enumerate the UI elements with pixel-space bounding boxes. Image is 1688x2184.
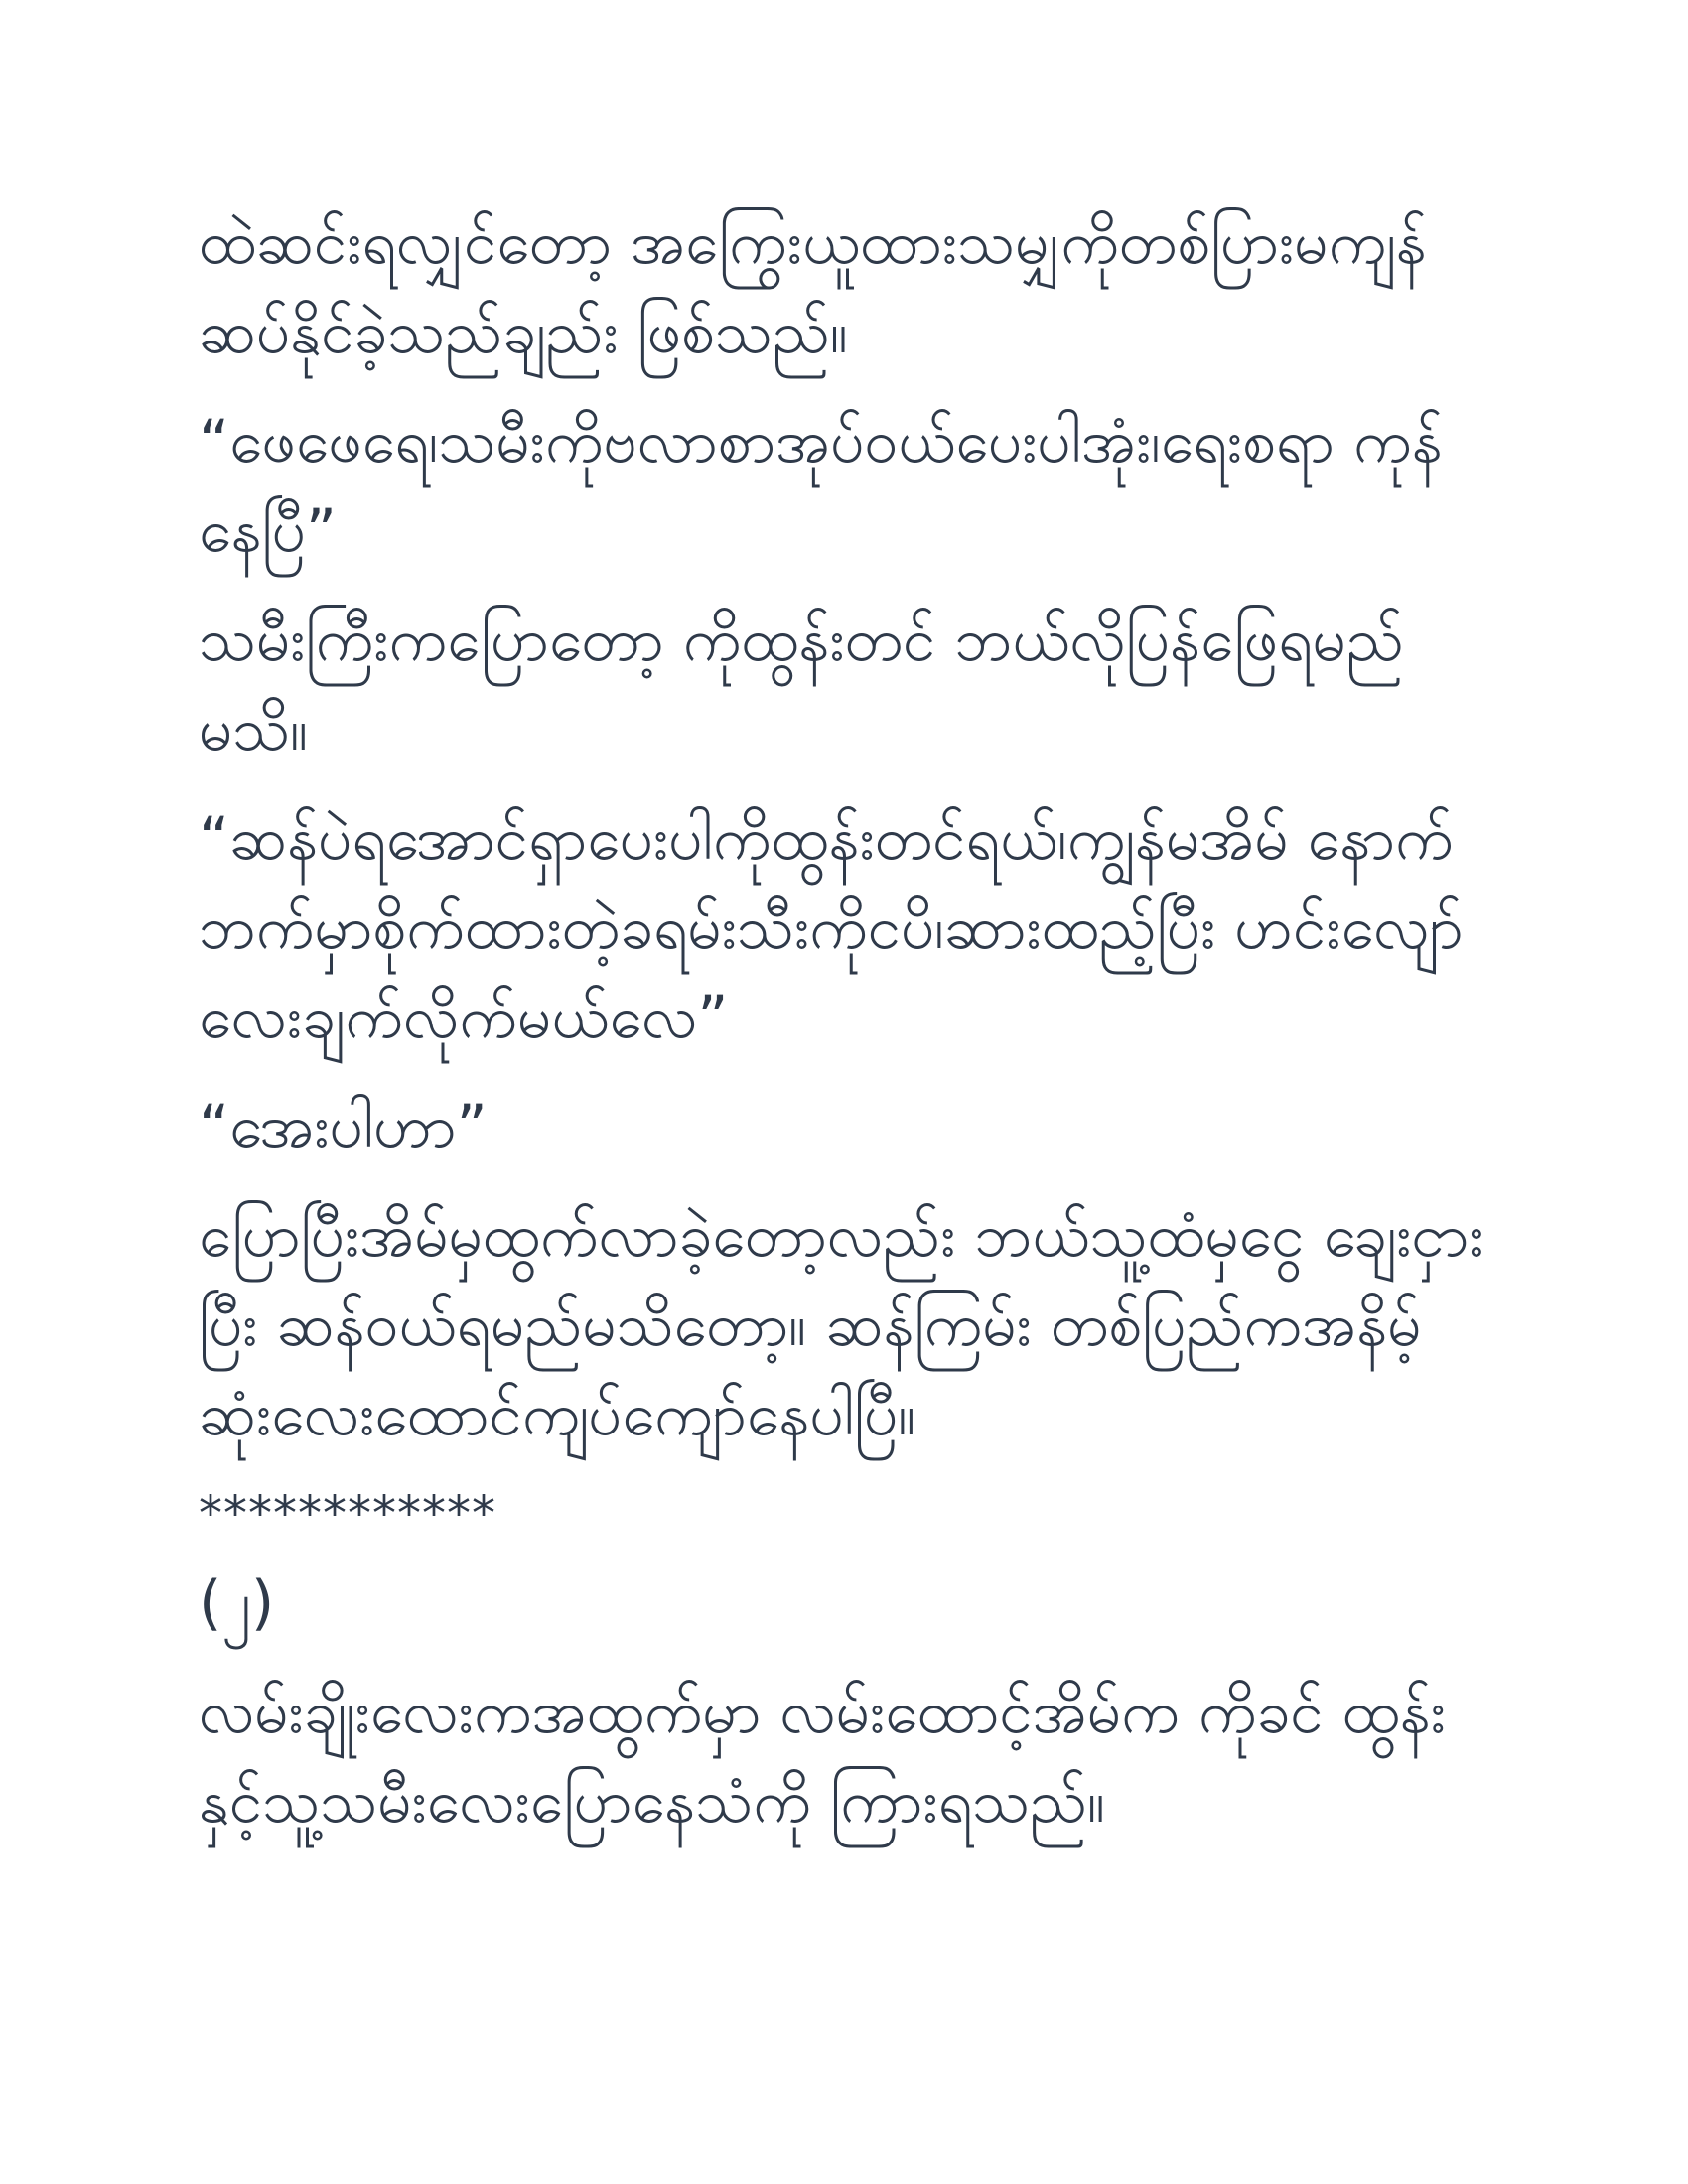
paragraph: လမ်းချိုးလေးကအထွက်မှာ လမ်းထောင့်အိမ်က ကိုခင် ထွန်းနှင့်သူ့သမီးလေးပြောနေသံကို ကြားရသည်။ <box>199 1678 1446 1837</box>
chapter-number: (၂) <box>199 1569 275 1638</box>
dialogue-paragraph: “ဖေဖေရေ၊သမီးကိုဗလာစာအုပ်ဝယ်ပေးပါအုံး၊ရေးစရာ ကုန်နေပြီ” <box>199 407 1443 566</box>
paragraph: ထဲဆင်းရလျှင်တော့ အကြွေးယူထားသမျှကိုတစ်ပြားမကျန် ဆပ်နိုင်ခဲ့သည်ချည်း ဖြစ်သည်။ <box>199 208 1427 367</box>
dialogue-paragraph: “ဆန်ပဲရအောင်ရှာပေးပါကိုထွန်းတင်ရယ်၊ကျွန်မအိမ် နောက်ဘက်မှာစိုက်ထားတဲ့ခရမ်းသီးကိုငပိ၊ဆားထည့်ပြီး ဟင်းလျော်လေးချက်လိုက်မယ်လေ” <box>199 804 1464 1052</box>
document-body <box>199 199 1489 1866</box>
paragraph: သမီးကြီးကပြောတော့ ကိုထွန်းတင် ဘယ်လိုပြန်ဖြေရမည် မသိ။ <box>199 606 1404 764</box>
dialogue-paragraph: “အေးပါဟာ” <box>199 1092 488 1161</box>
section-separator: ************ <box>199 1486 496 1542</box>
paragraph: ပြောပြီးအိမ်မှထွက်လာခဲ့တော့လည်း ဘယ်သူ့ထံမှငွေ ချေးငှားပြီး ဆန်ဝယ်ရမည်မသိတော့။ ဆန်ကြမ်း တစ်ပြည်ကအနိမ့်ဆုံးလေးထောင်ကျပ်ကျော်နေပါပြီ။ <box>199 1201 1484 1449</box>
